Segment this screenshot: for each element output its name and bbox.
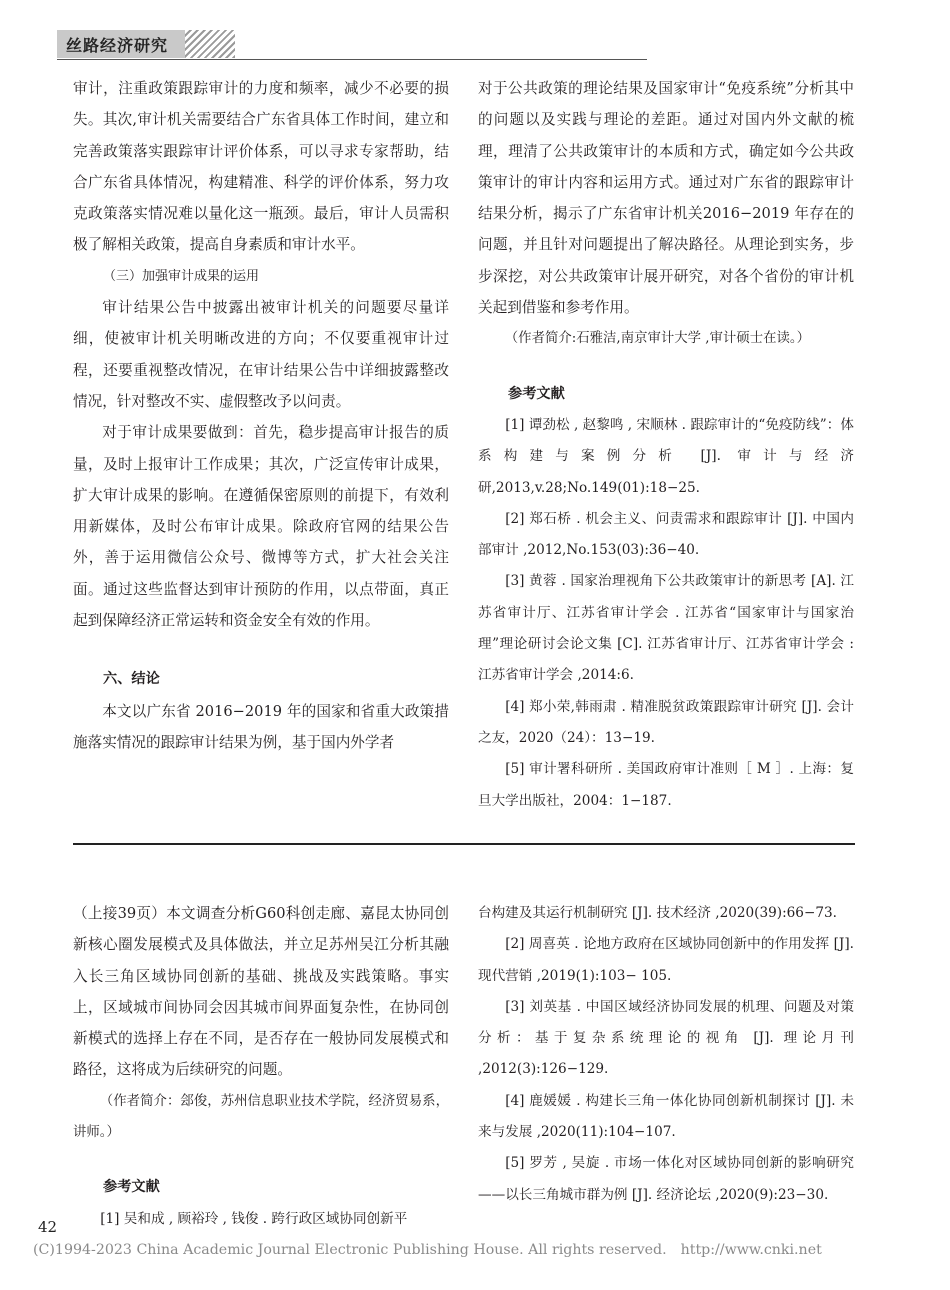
references-heading: 参考文献 [508,385,565,402]
author-note: （作者简介：郐俊，苏州信息职业技术学院，经济贸易系，讲师。） [73,1093,449,1141]
paragraph: 对于审计成果要做到：首先，稳步提高审计报告的质量，及时上报审计工作成果；其次，广泛宣传审计成果，扩大审计成果的影响。在遵循保密原则的前提下，有效利用新媒体，及时公布审计成果。除政府官网的结果公告外，善于运用微信公众号、微博等方式，扩大社会关注面。通过这些监督达到审计预防的作用，以点带面，真正起到保障经济正常运转和资金安全有效的作用。 [73,424,449,630]
continued-article-column-left [73,898,449,1235]
reference-item: [3] 黄蓉 . 国家治理视角下公共政策审计的新思考 [A]. 江苏省审计厅、江苏省审计学会 . 江苏省“国家审计与国家治理”理论研讨会论文集 [C]. 江苏省审计厅、江苏省审计学会 : 江苏省审计学会 ,2014:6. [478,573,854,684]
paragraph-continued: 对于公共政策的理论结果及国家审计“免疫系统”分析其中的问题以及实践与理论的差距。通过对国内外文献的梳理，理清了公共政策审计的本质和方式，确定如今公共政策审计的审计内容和运用方式。通过对广东省的跟踪审计结果分析，揭示了广东省审计机关2016−2019 年存在的问题，并且针对问题提出了解决路径。从理论到实务，步步深挖，对公共政策审计展开研究，对各个省份的审计机关起到借鉴和参考作用。 [478,80,854,317]
header-stripe-decoration [185,30,235,58]
article-divider [73,843,855,845]
footer-url[interactable]: http://www.cnki.net [680,1242,822,1258]
reference-item: [4] 鹿媛媛 . 构建长三角一体化协同创新机制探讨 [J]. 未来与发展 ,2020(11):104−107. [478,1092,854,1141]
header-rule [57,59,647,60]
reference-item: [1] 谭劲松 , 赵黎鸣 , 宋顺林 . 跟踪审计的“免疫防线”：体系构建与案例分析 [J]. 审计与经济研,2013,v.28;No.149(01):18−25. [478,416,854,496]
copyright-text: (C)1994-2023 China Academic Journal Electronic Publishing House. All rights reserved. [33,1242,667,1258]
page-number: 42 [38,1218,58,1236]
article-column-left [73,73,449,758]
reference-item: [2] 郑石桥 . 机会主义、问责需求和跟踪审计 [J]. 中国内部审计 ,2012,No.153(03):36−40. [478,510,854,559]
author-note: （作者简介:石雅洁,南京审计大学 ,审计硕士在读。） [504,331,810,347]
journal-title: 丝路经济研究 [66,36,169,55]
reference-item: [5] 审计署科研所 . 美国政府审计准则［ M ］. 上海：复旦大学出版社，2004：1−187. [478,761,854,809]
section-heading: 六、结论 [103,671,160,688]
references-heading: 参考文献 [103,1179,160,1196]
paragraph: （上接39页）本文调查分析G60科创走廊、嘉昆太协同创新核心圈发展模式及具体做法，并立足苏州吴江分析其融入长三角区域协同创新的基础、挑战及实践策略。事实上，区域城市间协同会因其城市间界面复杂性，在协同创新模式的选择上存在不同，是否存在一般协同发展模式和路径，这将成为后续研究的问题。 [73,905,449,1079]
paragraph: 本文以广东省 2016−2019 年的国家和省重大政策措施落实情况的跟踪审计结果为例，基于国内外学者 [73,702,449,751]
reference-item: [1] 吴和成 , 顾裕玲 , 钱俊 . 跨行政区域协同创新平 [100,1210,408,1227]
continued-article-column-right [478,898,854,1211]
article-column-right [478,73,854,817]
reference-item-continued: 台构建及其运行机制研究 [J]. 技术经济 ,2020(39):66−73. [478,905,837,921]
paragraph: 审计结果公告中披露出被审计机关的问题要尽量详细，使被审计机关明晰改进的方向；不仅要重视审计过程，还要重视整改情况，在审计结果公告中详细披露整改情况，针对整改不实、虚假整改予以问责。 [73,299,449,410]
subheading: （三）加强审计成果的运用 [103,268,260,284]
copyright-footer [33,1242,913,1258]
reference-item: [2] 周喜英 . 论地方政府在区域协同创新中的作用发挥 [J]. 现代营销 ,2019(1):103− 105. [478,936,854,984]
paragraph-continued: 审计，注重政策跟踪审计的力度和频率，减少不必要的损失。其次,审计机关需要结合广东省具体工作时间，建立和完善政策落实跟踪审计评价体系，可以寻求专家帮助，结合广东省具体情况，构建精准、科学的评价体系，努力攻克政策落实情况难以量化这一瓶颈。最后，审计人员需积极了解相关政策，提高自身素质和审计水平。 [73,80,449,254]
reference-item: [4] 郑小荣,韩雨肃 . 精准脱贫政策跟踪审计研究 [J]. 会计之友，2020（24）：13−19. [478,698,854,746]
reference-item: [3] 刘英基 . 中国区域经济协同发展的机理、问题及对策分析：基于复杂系统理论的视角 [J]. 理论月刊 ,2012(3):126−129. [478,998,854,1078]
reference-item: [5] 罗芳 , 吴旋 . 市场一体化对区域协同创新的影响研究——以长三角城市群为例 [J]. 经济论坛 ,2020(9):23−30. [478,1155,854,1203]
